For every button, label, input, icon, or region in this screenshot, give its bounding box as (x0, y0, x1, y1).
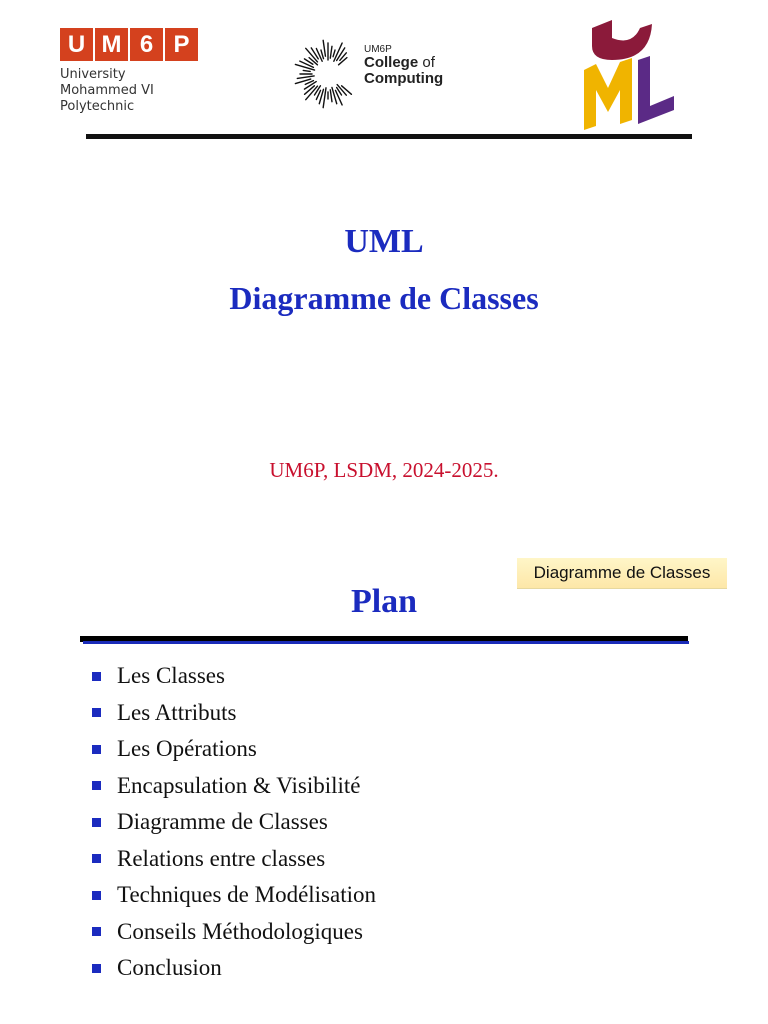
slide-tag: Diagramme de Classes (517, 558, 727, 589)
list-item (92, 695, 376, 732)
title-uml: UML (344, 223, 424, 260)
bullet-icon (92, 854, 101, 863)
plan-list (92, 658, 376, 987)
list-item-label: Relations entre classes (117, 845, 326, 871)
list-item (92, 914, 376, 951)
bullet-icon (92, 964, 101, 973)
um6p-logo-caption (60, 67, 210, 115)
college-logo-computing: Computing (364, 70, 444, 87)
college-of-computing-logo (288, 34, 458, 114)
list-item-label: Les Attributs (117, 699, 237, 725)
bullet-icon (92, 927, 101, 936)
sunburst-ray (342, 86, 352, 95)
um6p-logo-letter: 6 (130, 28, 163, 61)
um6p-logo-letter: M (95, 28, 128, 61)
list-item (92, 804, 376, 841)
college-logo-small: UM6P (364, 44, 392, 55)
plan-divider (80, 636, 690, 646)
list-item-label: Encapsulation & Visibilité (117, 772, 361, 798)
bullet-icon (92, 781, 101, 790)
um6p-logo-letter: U (60, 28, 93, 61)
bullet-icon (92, 818, 101, 827)
college-logo-of: of (422, 54, 435, 71)
sunburst-ray (305, 86, 315, 95)
uml-logo-l (638, 56, 674, 124)
uml-logo (580, 16, 680, 131)
sunburst-ray (303, 70, 310, 71)
list-item (92, 658, 376, 695)
sunburst-ray (330, 90, 332, 102)
bullet-icon (92, 708, 101, 717)
sunburst-ray (321, 50, 324, 59)
sunburst-ray (332, 87, 337, 103)
sunburst-ray (339, 58, 347, 65)
list-item (92, 731, 376, 768)
um6p-logo-letter: P (165, 28, 198, 61)
sunburst-ray (330, 46, 332, 58)
list-item (92, 841, 376, 878)
uml-logo-graphic (580, 16, 680, 131)
plan-heading: Plan (350, 583, 418, 620)
list-item (92, 877, 376, 914)
sunburst-ray (333, 50, 335, 57)
college-logo-college: College (364, 54, 419, 71)
uml-logo-m (584, 58, 632, 130)
list-item-label: Les Classes (117, 663, 225, 689)
title-subtitle: Diagramme de Classes (229, 280, 539, 316)
plan-divider-shadow (83, 641, 689, 644)
uml-logo-u (592, 20, 652, 60)
list-item-label: Techniques de Modélisation (117, 882, 376, 908)
um6p-logo (60, 28, 210, 118)
list-item-label: Les Opérations (117, 736, 257, 762)
header-divider (86, 134, 692, 139)
sunburst-ray (323, 40, 325, 56)
credit-line: UM6P, LSDM, 2024-2025. (269, 458, 499, 482)
list-item-label: Diagramme de Classes (117, 809, 328, 835)
um6p-caption-line: Polytechnic (60, 99, 135, 114)
sunburst-ray (297, 76, 314, 78)
bullet-icon (92, 891, 101, 900)
bullet-icon (92, 672, 101, 681)
list-item-label: Conseils Méthodologiques (117, 918, 363, 944)
sunburst-icon (288, 34, 368, 114)
um6p-caption-line: University (60, 67, 126, 82)
list-item (92, 768, 376, 805)
college-logo-line1 (364, 55, 443, 71)
bullet-icon (92, 745, 101, 754)
list-item (92, 950, 376, 987)
list-item-label: Conclusion (117, 955, 222, 981)
um6p-caption-line: Mohammed VI (60, 83, 154, 98)
